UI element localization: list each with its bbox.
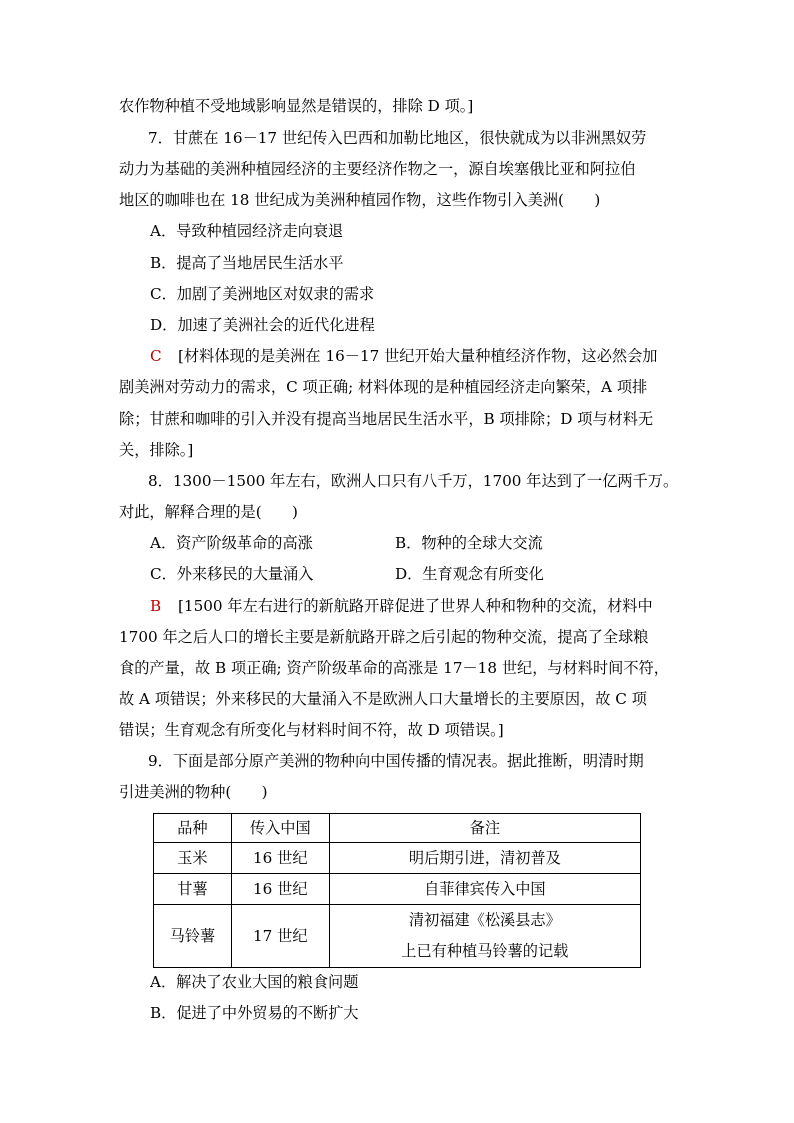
table-header-cell: 备注 [329,814,640,843]
q7-explanation-line-2: 剧美洲对劳动力的需求，C 项正确; 材料体现的是种植园经济走向繁荣，A 项排 [119,378,648,396]
q8-option-b: B．物种的全球大交流 [395,534,543,552]
q8-explanation-line-2: 1700 年之后人口的增长主要是新航路开辟之后引起的物种交流，提高了全球粮 [119,628,649,646]
table-row [154,874,641,905]
q8-stem-line-1: 8．1300－1500 年左右，欧洲人口只有八千万，1700 年达到了一亿两千万。 [148,472,679,490]
table-cell: 甘薯 [154,874,232,905]
table-header-row [154,814,641,843]
table-header-cell: 传入中国 [231,814,329,843]
species-table [153,813,641,968]
q8-answer: B [150,597,162,615]
table-cell: 马铃薯 [154,905,232,968]
q8-explanation-line-4: 故 A 项错误；外来移民的大量涌入不是欧洲人口大量增长的主要原因，故 C 项 [119,690,647,708]
q8-option-a: A．资产阶级革命的高涨 [150,534,313,552]
q8-explanation-line-5: 错误；生育观念有所变化与材料时间不符，故 D 项错误。] [119,721,504,739]
q8-explanation-line-1: [1500 年左右进行的新航路开辟促进了世界人种和物种的交流，材料中 [178,597,653,615]
q7-option-a: A．导致种植园经济走向衰退 [150,222,344,240]
q9-option-a: A．解决了农业大国的粮食问题 [150,973,359,991]
q9-stem-line-1: 9．下面是部分原产美洲的物种向中国传播的情况表。据此推断，明清时期 [148,752,644,770]
q9-option-b: B．促进了中外贸易的不断扩大 [150,1004,359,1022]
q7-option-b: B．提高了当地居民生活水平 [150,254,344,272]
note-line-1: 清初福建《松溪县志》 [408,911,561,929]
q8-option-c: C．外来移民的大量涌入 [150,565,314,583]
table-cell: 17 世纪 [231,905,329,968]
note-line-2: 上已有种植马铃薯的记载 [401,942,569,960]
q8-option-d: D．生育观念有所变化 [395,565,544,583]
q8-explanation-line-3: 食的产量，故 B 项正确; 资产阶级革命的高涨是 17－18 世纪，与材料时间不符， [119,659,669,677]
table-cell: 16 世纪 [231,874,329,905]
q7-option-d: D．加速了美洲社会的近代化进程 [150,316,375,334]
q7-stem-line-3: 地区的咖啡也在 18 世纪成为美洲种植园作物，这些作物引入美洲( ) [119,191,601,209]
q7-stem-line-1: 7．甘蔗在 16－17 世纪传入巴西和加勒比地区，很快就成为以非洲黑奴劳 [148,129,647,147]
q9-stem-line-2: 引进美洲的物种( ) [119,783,268,801]
table-header-cell: 品种 [154,814,232,843]
q7-stem-line-2: 动力为基础的美洲种植园经济的主要经济作物之一，源自埃塞俄比亚和阿拉伯 [119,160,636,178]
q7-option-c: C．加剧了美洲地区对奴隶的需求 [150,285,375,303]
q8-stem-line-2: 对此，解释合理的是( ) [119,503,298,521]
table-row [154,843,641,874]
q7-explanation-line-3: 除；甘蔗和咖啡的引入并没有提高当地居民生活水平，B 项排除；D 项与材料无 [119,410,654,428]
table-cell-multiline [329,905,640,968]
intro-line: 农作物种植不受地域影响显然是错误的，排除 D 项。] [119,97,474,115]
table-cell: 明后期引进，清初普及 [329,843,640,874]
table-row [154,905,641,968]
q7-answer: C [150,347,162,365]
q7-explanation-line-4: 关，排除。] [119,441,194,459]
table-cell: 玉米 [154,843,232,874]
table-cell: 16 世纪 [231,843,329,874]
table-cell: 自菲律宾传入中国 [329,874,640,905]
q7-explanation-line-1: [材料体现的是美洲在 16－17 世纪开始大量种植经济作物，这必然会加 [178,347,658,365]
